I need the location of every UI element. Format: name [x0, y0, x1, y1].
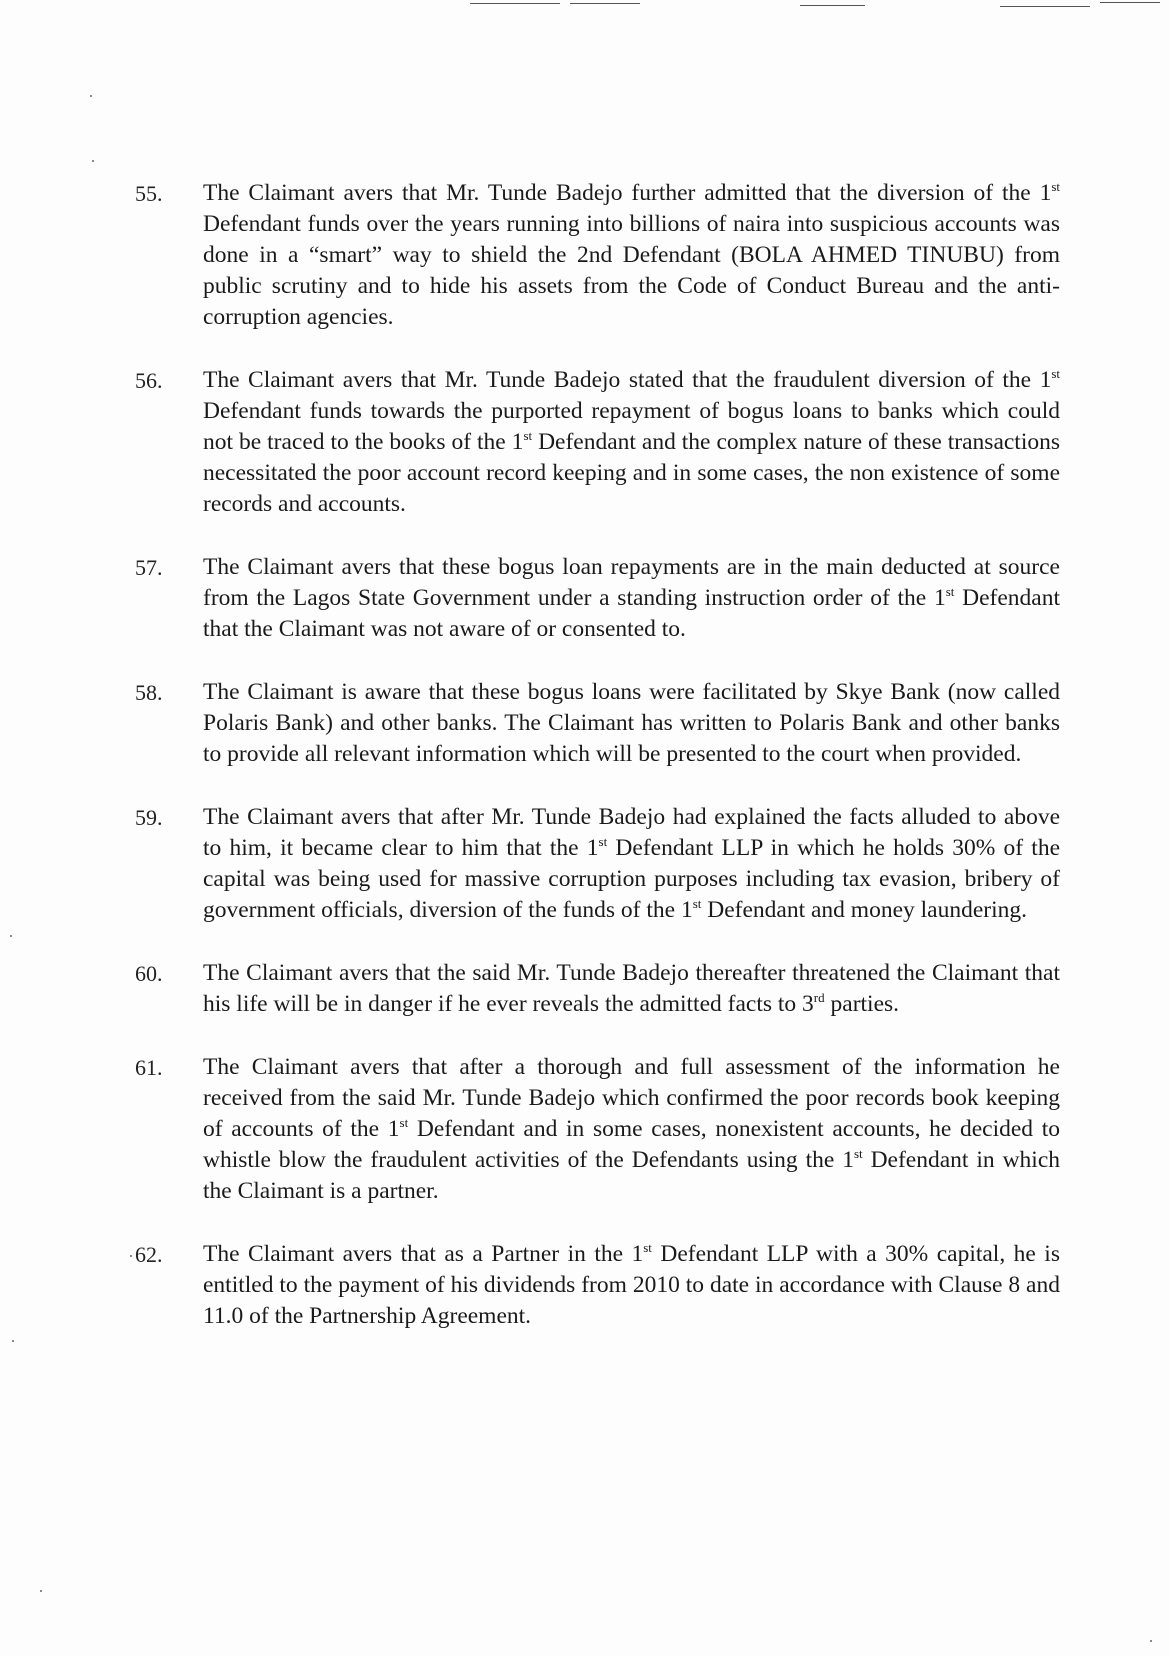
paragraph-61 — [135, 1052, 1060, 1207]
text-segment: Defendant LLP in which he holds 30% of the capital was being used for massive corruption purposes including tax evasion, bribery of government officials, diversion of the funds of the 1 — [203, 835, 1061, 923]
ordinal-superscript: st — [945, 584, 955, 600]
text-segment: parties. — [824, 991, 900, 1017]
paragraph-number: 58. — [135, 680, 163, 705]
scan-speck — [92, 160, 94, 162]
ordinal-superscript: st — [523, 428, 533, 444]
paragraph-number: 62. — [135, 1242, 163, 1267]
paragraph-59 — [135, 802, 1060, 926]
paragraph-58 — [135, 677, 1060, 770]
paragraph-57 — [135, 552, 1060, 645]
ordinal-superscript: st — [598, 834, 608, 850]
text-segment: The Claimant avers that the said Mr. Tunde Badejo thereafter threatened the Claimant that his life will be in danger if he ever reveals the admitted facts to 3 — [203, 960, 1060, 1017]
paragraph-text — [203, 1239, 1060, 1332]
text-segment: The Claimant avers that Mr. Tunde Badejo further admitted that the diversion of the 1 — [203, 180, 1052, 206]
paragraph-text — [203, 365, 1060, 520]
ordinal-superscript: st — [853, 1146, 863, 1162]
scan-edge-marks — [0, 0, 1170, 12]
scan-speck — [40, 1590, 42, 1592]
paragraph-number: 61. — [135, 1055, 163, 1080]
paragraph-55 — [135, 178, 1060, 333]
scan-mark — [570, 3, 640, 4]
text-segment: The Claimant avers that after a thorough and full assessment of the information he received from the said Mr. Tunde Badejo which confirmed the poor records book keeping of accounts of the 1 — [203, 1054, 1060, 1142]
paragraph-number: 59. — [135, 805, 163, 830]
text-segment: Defendant and the complex nature of these transactions necessitated the poor account record keeping and in some cases, the non existence of some records and accounts. — [203, 429, 1061, 517]
text-segment: The Claimant avers that as a Partner in the 1 — [203, 1241, 644, 1267]
paragraph-62 — [135, 1239, 1060, 1332]
text-segment: Defendant LLP with a 30% capital, he is entitled to the payment of his dividends from 2010 to date in accordance with Clause 8 and 11.0 of the Partnership Agreement. — [203, 1241, 1060, 1329]
scan-speck — [1150, 1640, 1152, 1642]
paragraph-number: 55. — [135, 181, 163, 206]
ordinal-superscript: st — [1051, 179, 1060, 195]
text-segment: Defendant funds over the years running into billions of naira into suspicious accounts was done in a “smart” way to shield the 2nd Defendant (BOLA AHMED TINUBU) from public scrutiny and to hide his assets from the Code of Conduct Bureau and the anti-corruption agencies. — [203, 211, 1060, 330]
text-segment: Defendant and in some cases, nonexistent accounts, he decided to whistle blow the fraudulent activities of the Defendants using the 1 — [203, 1116, 1060, 1173]
paragraph-text — [203, 552, 1060, 645]
scan-mark — [1000, 6, 1090, 7]
paragraph-number: 60. — [135, 961, 163, 986]
scan-mark — [1100, 2, 1160, 3]
paragraph-number: 56. — [135, 368, 163, 393]
numbered-paragraphs — [135, 178, 1060, 1364]
paragraph-60 — [135, 958, 1060, 1020]
paragraph-text — [203, 802, 1060, 926]
scan-mark — [800, 5, 865, 6]
text-segment: The Claimant is aware that these bogus loans were facilitated by Skye Bank (now called Polaris Bank) and other banks. The Claimant has written to Polaris Bank and other banks to provide all relevant information which will be presented to the court when provided. — [203, 679, 1060, 767]
paragraph-text — [203, 1052, 1060, 1207]
paragraph-text — [203, 958, 1060, 1020]
paragraph-text — [203, 677, 1060, 770]
text-segment: The Claimant avers that after Mr. Tunde Badejo had explained the facts alluded to above to him, it became clear to him that the 1 — [203, 804, 1060, 861]
scan-mark — [470, 3, 560, 4]
text-segment: The Claimant avers that these bogus loan repayments are in the main deducted at source from the Lagos State Government under a standing instruction order of the 1 — [203, 554, 1060, 611]
ordinal-superscript: st — [643, 1240, 652, 1256]
ordinal-superscript: st — [692, 896, 702, 912]
scan-speck — [12, 1340, 14, 1342]
text-segment: Defendant that the Claimant was not aware of or consented to. — [203, 585, 1061, 642]
paragraph-56 — [135, 365, 1060, 520]
text-segment: The Claimant avers that Mr. Tunde Badejo stated that the fraudulent diversion of the 1 — [203, 367, 1052, 393]
paragraph-number: 57. — [135, 555, 163, 580]
text-segment: Defendant and money laundering. — [701, 897, 1028, 923]
scan-speck — [10, 935, 12, 937]
scan-speck — [90, 95, 92, 97]
text-segment: Defendant funds towards the purported repayment of bogus loans to banks which could not be traced to the books of the 1 — [203, 398, 1060, 455]
paragraph-text — [203, 178, 1060, 333]
ordinal-superscript: st — [399, 1115, 409, 1131]
ordinal-superscript: rd — [813, 990, 825, 1006]
scan-speck — [130, 1255, 132, 1257]
ordinal-superscript: st — [1051, 366, 1060, 382]
text-segment: Defendant in which the Claimant is a partner. — [203, 1147, 1061, 1204]
